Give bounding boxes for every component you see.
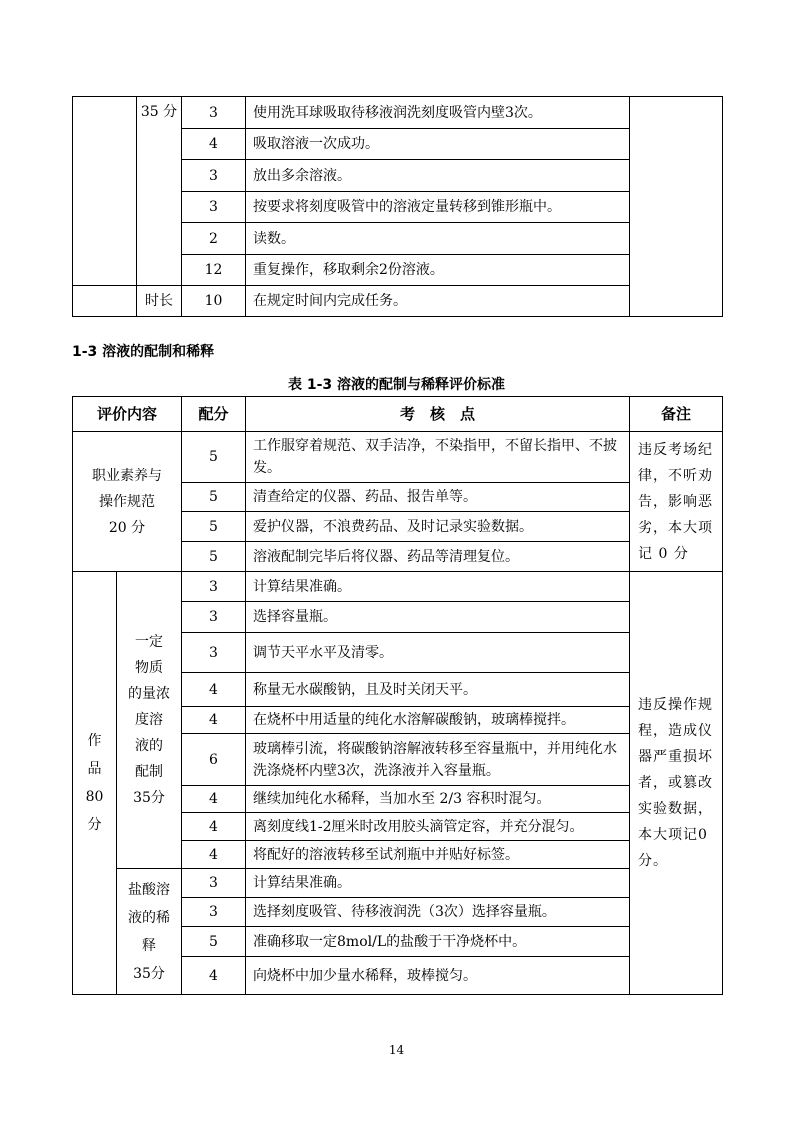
criterion-cell: 爱护仪器，不浪费药品、及时记录实验数据。 <box>246 512 630 542</box>
label-line: 液的稀 <box>128 909 170 926</box>
points-cell: 3 <box>182 602 246 633</box>
header-content: 评价内容 <box>73 397 182 432</box>
table-row <box>73 97 723 129</box>
points-cell: 3 <box>182 160 246 192</box>
category-cell <box>73 286 137 317</box>
label-line: 度溶 <box>135 712 163 728</box>
header-row <box>73 397 723 432</box>
criterion-cell: 调节天平水平及清零。 <box>246 633 630 673</box>
criterion-cell: 工作服穿着规范、双手洁净，不染指甲，不留长指甲、不披发。 <box>246 432 630 483</box>
points-cell: 5 <box>182 483 246 512</box>
subsection-label-dilution <box>117 869 182 995</box>
points-cell: 5 <box>182 432 246 483</box>
points-cell: 4 <box>182 786 246 813</box>
notes-cell <box>630 97 723 317</box>
evaluation-table <box>72 396 723 995</box>
criterion-cell: 计算结果准确。 <box>246 869 630 898</box>
points-cell: 5 <box>182 512 246 542</box>
section-label-work <box>73 572 117 995</box>
criterion-cell: 选择刻度吸管、待移液润洗（3次）选择容量瓶。 <box>246 898 630 927</box>
points-cell: 3 <box>182 192 246 223</box>
points-cell: 2 <box>182 223 246 255</box>
subsection-label-solution <box>117 572 182 869</box>
criterion-cell: 溶液配制完毕后将仪器、药品等清理复位。 <box>246 542 630 572</box>
criterion-cell: 清查给定的仪器、药品、报告单等。 <box>246 483 630 512</box>
section-note: 违反操作规程，造成仪器严重损坏者，或篡改实验数据，本大项记0分。 <box>630 572 723 995</box>
criterion-cell: 计算结果准确。 <box>246 572 630 602</box>
section-note: 违反考场纪律，不听劝告，影响恶劣，本大项记 0 分 <box>630 432 723 572</box>
table-row <box>73 286 723 317</box>
criterion-cell: 选择容量瓶。 <box>246 602 630 633</box>
label-line: 分 <box>87 817 102 833</box>
criterion-cell: 在规定时间内完成任务。 <box>246 286 630 317</box>
points-cell: 3 <box>182 97 246 129</box>
label-line: 35分 <box>133 965 165 982</box>
label-line: 液的 <box>135 738 163 754</box>
points-cell: 3 <box>182 633 246 673</box>
category-cell <box>73 97 137 286</box>
criterion-cell: 准确移取一定8mol/L的盐酸于干净烧杯中。 <box>246 927 630 957</box>
criterion-cell: 按要求将刻度吸管中的溶液定量转移到锥形瓶中。 <box>246 192 630 223</box>
label-line: 盐酸溶 <box>128 881 170 898</box>
table-row <box>73 869 723 898</box>
label-line: 配制 <box>135 764 163 780</box>
points-cell: 5 <box>182 542 246 572</box>
points-cell: 3 <box>182 869 246 898</box>
label-line: 职业素养与 <box>92 467 162 484</box>
criterion-cell: 将配好的溶液转移至试剂瓶中并贴好标签。 <box>246 841 630 869</box>
section-label-professional <box>73 432 182 572</box>
criterion-cell: 放出多余溶液。 <box>246 160 630 192</box>
label-line: 80 <box>85 789 104 805</box>
criterion-cell: 吸取溶液一次成功。 <box>246 129 630 160</box>
criterion-cell: 读数。 <box>246 223 630 255</box>
header-points: 考 核 点 <box>246 397 630 432</box>
label-line: 释 <box>142 937 156 954</box>
sub-score-cell: 35 分 <box>137 97 182 286</box>
top-score-table <box>72 96 723 317</box>
criterion-cell: 使用洗耳球吸取待移液润洗刻度吸管内壁3次。 <box>246 97 630 129</box>
label-line: 35分 <box>133 790 165 806</box>
label-line: 一定 <box>135 634 163 650</box>
header-notes: 备注 <box>630 397 723 432</box>
points-cell: 6 <box>182 734 246 786</box>
page-number: 14 <box>388 1043 405 1057</box>
points-cell: 4 <box>182 841 246 869</box>
points-cell: 4 <box>182 129 246 160</box>
time-label: 时长 <box>137 286 182 317</box>
criterion-cell: 重复操作，移取剩余2份溶液。 <box>246 255 630 286</box>
points-cell: 3 <box>182 572 246 602</box>
criterion-cell: 离刻度线1-2厘米时改用胶头滴管定容，并充分混匀。 <box>246 813 630 841</box>
points-cell: 4 <box>182 957 246 995</box>
points-cell: 10 <box>182 286 246 317</box>
criterion-cell: 继续加纯化水稀释，当加水至 2/3 容积时混匀。 <box>246 786 630 813</box>
points-cell: 4 <box>182 813 246 841</box>
section-heading: 1-3 溶液的配制和稀释 <box>72 344 215 360</box>
table-title: 表 1-3 溶液的配制与稀释评价标准 <box>287 377 506 393</box>
label-line: 的量浓 <box>128 686 170 702</box>
criterion-cell: 在烧杯中用适量的纯化水溶解碳酸钠，玻璃棒搅拌。 <box>246 707 630 734</box>
table-row <box>73 572 723 602</box>
criterion-cell: 称量无水碳酸钠，且及时关闭天平。 <box>246 673 630 707</box>
criterion-cell: 玻璃棒引流，将碳酸钠溶解液转移至容量瓶中，并用纯化水洗涤烧杯内壁3次，洗涤液并入容量瓶。 <box>246 734 630 786</box>
label-line: 品 <box>87 761 102 777</box>
label-line: 操作规范 <box>99 493 155 510</box>
points-cell: 4 <box>182 673 246 707</box>
criterion-cell: 向烧杯中加少量水稀释，玻棒搅匀。 <box>246 957 630 995</box>
label-line: 物质 <box>135 660 163 676</box>
table-row <box>73 432 723 483</box>
points-cell: 5 <box>182 927 246 957</box>
header-score: 配分 <box>182 397 246 432</box>
label-line: 作 <box>87 733 102 749</box>
points-cell: 4 <box>182 707 246 734</box>
points-cell: 12 <box>182 255 246 286</box>
points-cell: 3 <box>182 898 246 927</box>
label-line: 20 分 <box>108 519 146 536</box>
